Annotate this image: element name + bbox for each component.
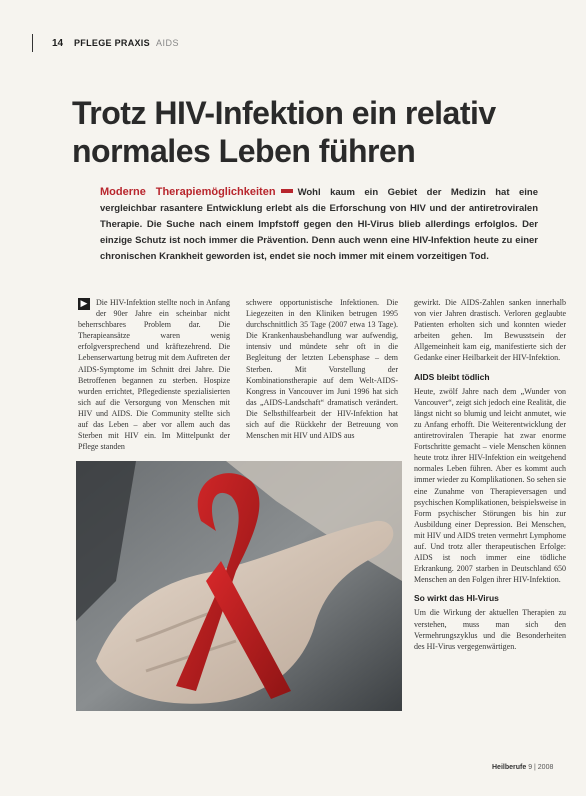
article-intro — [100, 184, 538, 265]
issue-number: 9 | 2008 — [528, 764, 554, 771]
intro-lead: Moderne Therapiemöglichkeiten — [100, 186, 276, 198]
section-name: PFLEGE PRAXIS — [74, 38, 150, 48]
column-3-text-b: Heute, zwölf Jahre nach dem „Wunder von Vancouver“, zeigt sich jedoch eine Realität, die längst nicht so blumig und leicht anmutet, wie zu Anfang erhofft. Die Weiterentwicklung der antiretroviralen Therapie hat zwar enorme Fortschritte gemacht – viele Menschen können heute trotz ihrer HIV-Infektion ein weitgehend normales Leben führen. Aber es kommt auch immer wieder zu Komplikationen. So sehen sie eine Zunahme von Therapieversagen und psychischen Komplikationen, beispielsweise in Form psychischer Störungen bis hin zur Ausbildung einer Depression. Bei Menschen, mit HIV und AIDS treten vermehrt Lymphome auf. Und trotz aller therapeutischen Erfolge: AIDS ist noch immer eine tödliche Erkrankung. 2007 starben in Deutschland 650 Menschen an den Folgen ihrer HIV-Infektion. — [414, 386, 566, 585]
page-number: 14 — [52, 38, 64, 49]
red-ribbon-photo-icon — [76, 461, 402, 711]
red-bar-icon — [281, 189, 293, 193]
page-footer — [492, 764, 553, 771]
header-rule — [32, 34, 33, 52]
intro-text: Wohl kaum ein Gebiet der Medizin hat eine vergleichbar rasantere Entwicklung erlebt als die Erforschung von HIV und der antiretroviralen Therapie. Die Suche nach einem Impfstoff gegen den HI-Virus blieb allerdings erfolglos. Der einzige Schutz ist noch immer die Prävention. Denn auch wenn eine HIV-Infektion heute zu einer chronischen Krankheit geworden ist, endet sie noch immer mit einem vorzeitigen Tod. — [100, 187, 539, 262]
column-3 — [414, 297, 566, 652]
column-2 — [246, 297, 398, 441]
subheading-hiv-effects: So wirkt das HI-Virus — [414, 593, 499, 604]
subheading-aids-deadly: AIDS bleibt tödlich — [414, 371, 490, 382]
column-3-text: gewirkt. Die AIDS-Zahlen sanken innerhalb von vier Jahren drastisch. Verloren geglaubte Patienten erholten sich und konnten wieder arbeiten gehen. Im Bewusstsein der Allgemeinheit kam eig, manifestierte sich der Gedanke einer Heilbarkeit der HIV-Infektion. — [414, 298, 566, 363]
photo-hand-red-ribbon — [76, 461, 402, 711]
column-1-text: Die HIV-Infektion stellte noch in Anfang der 90er Jahre ein scheinbar nicht beherrschbares Problem dar. Die Therapieansätze waren wenig erfolgversprechend und kräftezehrend. Die Lebenserwartung betrug mit dem Auftreten der AIDS-Symptome im Schnitt drei Jahre. Die Betroffenen begannen zu sterben. Hospize wurden errichtet, Pflegedienste spezialisierten sich auf die Versorgung von Menschen mit HIV und AIDS. Die Community stellte sich auf das Leben – aber vor allem auch das Sterben mit HIV ein. Im Mittelpunkt der Pflege standen — [78, 298, 230, 452]
magazine-name: Heilberufe — [492, 764, 527, 771]
column-3-text-c: Um die Wirkung der aktuellen Therapien zu verstehen, muss man sich den Vermehrungszyklus und die Besonderheiten des HI-Virus vergegenwärtigen. — [414, 608, 566, 651]
column-2-text: schwere opportunistische Infektionen. Die Liegezeiten in den Kliniken betrugen 1995 durchschnittlich 35 Tage (2007 etwa 13 Tage). Die Krankenhausbehandlung war aufwendig, intensiv und mündete sehr oft in die Begleitung der letzten Lebensphase – dem Sterben. Mit Vorstellung der Kombinationstherapie auf dem Welt-AIDS-Kongress in Vancouver im Juni 1996 hat sich das „AIDS-Landschaft“ dramatisch verändert. Die Selbsthilfearbeit der HIV-Infektion hat sich auf die Rückkehr der Betreuung von Menschen mit HIV und AIDS aus — [246, 298, 398, 441]
article-title: Trotz HIV-Infektion ein relativ normales Leben führen — [72, 95, 496, 169]
arrow-right-icon: ▶ — [78, 298, 90, 310]
column-1 — [78, 297, 230, 452]
subsection-name: AIDS — [156, 38, 180, 48]
running-header — [32, 34, 552, 54]
